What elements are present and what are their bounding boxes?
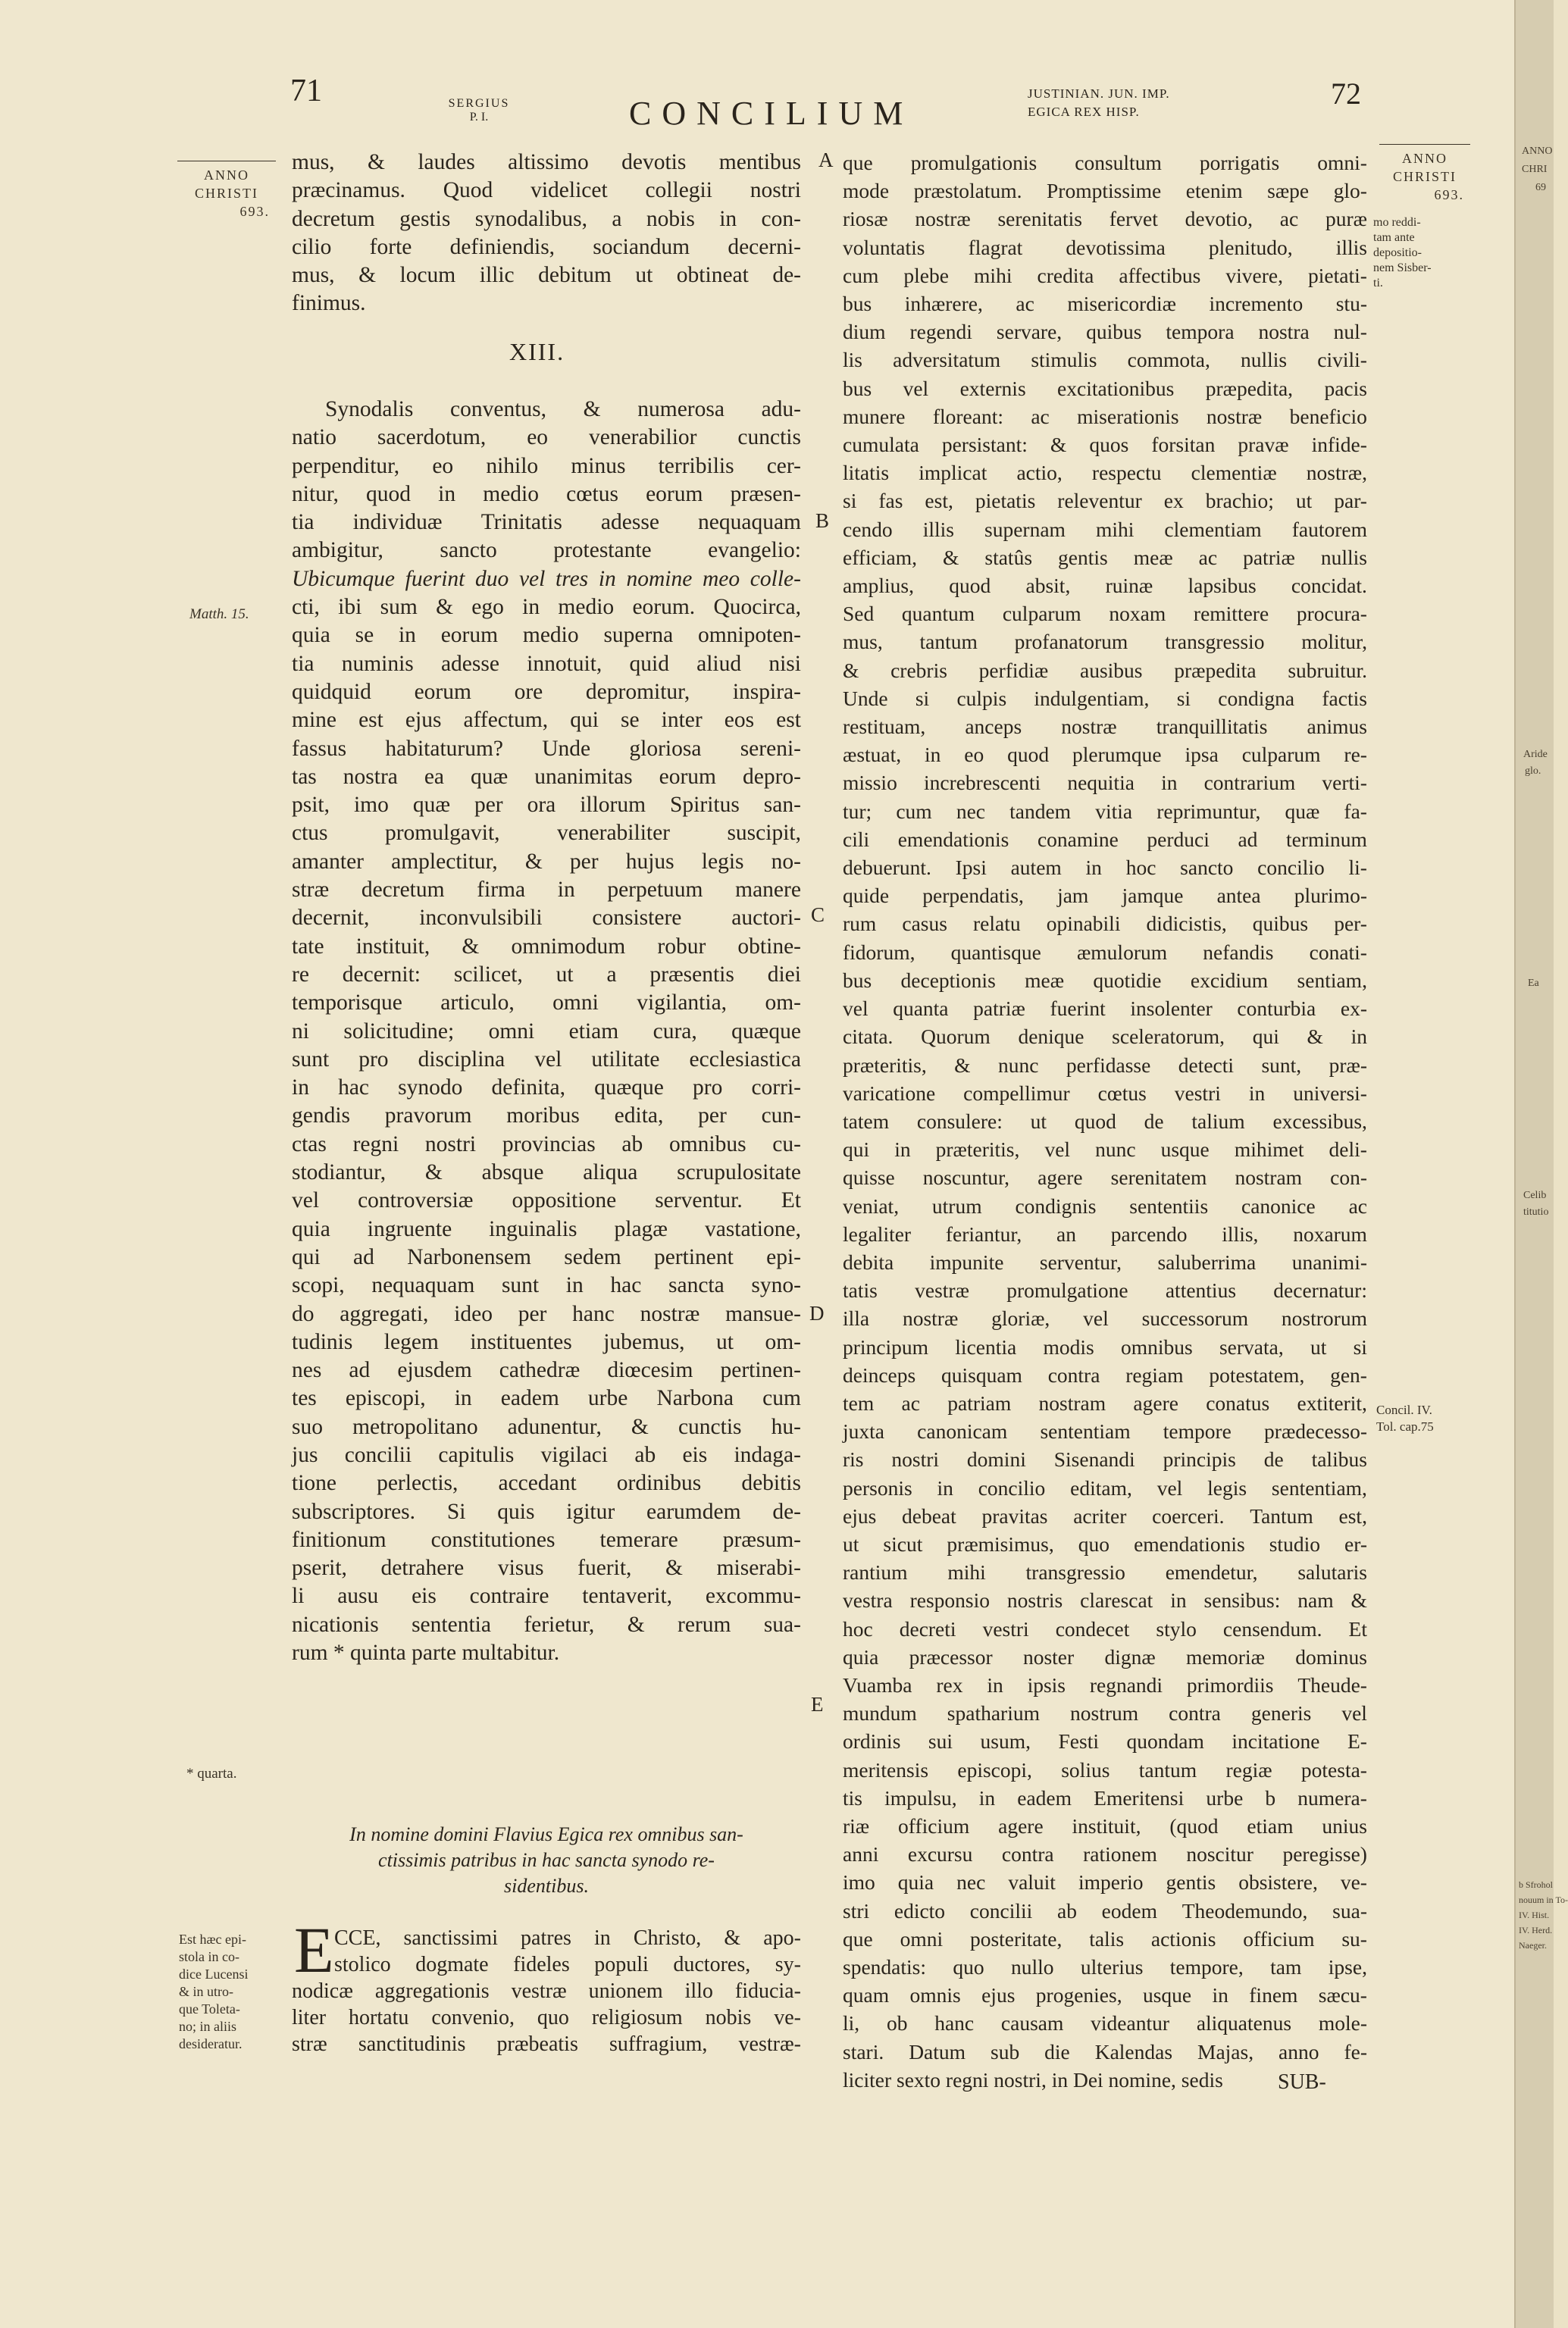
text-line: tem ac patriam nostram agere conatus extiterit, [843,1391,1367,1415]
concil-reference [1376,1402,1434,1435]
text-line: stræ decretum firma in perpetuum manere [292,878,801,903]
text-line: vestra responsio nostris clarescat in sensibus: nam & [843,1588,1367,1613]
text-line: li ausu eis contraire tentaverit, excommu- [292,1584,801,1609]
text-line: temporisque articulo, omni vigilantia, om- [292,990,801,1015]
gutter-note: Ea [1528,978,1539,989]
left-column-intro [292,149,801,318]
text-line: finitionum constitutiones temerare præsum- [292,1527,801,1552]
christi-word: CHRISTI [1392,169,1457,184]
text-line: mus, tantum profanatorum transgressio molitur, [843,630,1367,654]
section-letter-c: C [811,903,825,926]
text-line: præcinamus. Quod videlicet collegii nostri [292,178,801,203]
text-line: Unde si culpis indulgentiam, si condigna factis [843,686,1367,710]
text-line: personis in concilio editam, vel legis sententiam, [843,1475,1367,1500]
text-line: li, ob hanc causam videantur aliquatenus mole- [843,2011,1367,2035]
drop-capital: E [294,1913,334,1986]
text-line: quidquid eorum ore depromitur, inspira- [292,679,801,704]
running-emperor: JUSTINIAN. JUN. IMP. [1028,86,1170,101]
right-margin-note [1373,215,1432,291]
text-line: & crebris perfidiæ ausibus præpedita subruitur. [843,658,1367,682]
rubric-line: In nomine domini Flavius Egica rex omnibus san- [349,1823,743,1845]
left-page-number: 71 [290,74,322,108]
text-line: tione perlectis, accedant ordinibus debitis [292,1471,801,1496]
gutter-note: nouum in To- [1519,1895,1568,1905]
text-line: liciter sexto regni nostri, in Dei nomine, sedis [843,2067,1223,2092]
note-line: Concil. IV. [1376,1403,1432,1417]
note-line: que Toleta- [179,2001,240,2017]
text-line: imo quia nec valuit imperio gentis obsistere, ve- [843,1870,1367,1895]
text-line: suo metropolitano adunentur, & cunctis hu- [292,1414,801,1439]
note-line: no; in aliis [179,2019,236,2034]
text-line: citata. Quorum denique sceleratorum, qui & in [843,1025,1367,1049]
left-running-head [433,97,524,124]
anno-christi-right [1379,144,1470,204]
text-line: cumulata persistant: & quos forsitan pravæ infide- [843,433,1367,457]
text-line: sunt pro disciplina vel utilitate ecclesiastica [292,1047,801,1072]
text-line: mundum spatharium nostrum contra generis vel [843,1701,1367,1726]
right-running-head [1028,85,1170,121]
text-line: nes ad ejusdem cathedræ diœcesim pertinen- [292,1358,801,1383]
text-line: ctas regni nostri provincias ab omnibus cu- [292,1131,801,1156]
text-line: tes episcopi, in eadem urbe Narbona cum [292,1386,801,1411]
year: 693. [1434,187,1464,202]
right-page-number: 72 [1331,77,1361,111]
text-line: stri edicto concilii ab eodem Theodemundo, sua- [843,1898,1367,1923]
section-letter-d: D [809,1302,825,1325]
note-line: mo reddi- [1373,216,1421,229]
text-line: CCE, sanctissimi patres in Christo, & apo- [334,1926,801,1950]
text-line: nitur, quod in medio cœtus eorum præsen- [292,481,801,506]
text-line: do aggregati, ideo per hanc nostræ mansue- [292,1301,801,1326]
text-line: natio sacerdotum, eo venerabilior cunctis [292,425,801,450]
text-line: cum plebe mihi credita affectibus vivere, pietati- [843,263,1367,287]
gutter-note: CHRI [1522,164,1548,175]
text-line: lis adversitatum stimulis commota, nullis civili- [843,348,1367,372]
text-line: que omni posteritate, talis actionis officium su- [843,1926,1367,1951]
letter-body [292,1925,801,2057]
note-line: Tol. cap.75 [1376,1419,1434,1434]
text-line: varicatione compellimur cœtus vestri in universi- [843,1081,1367,1105]
text-line: si fas est, pietatis releventur ex brachio; ut par- [843,489,1367,513]
text-line: litatis implicat actio, respectu clementiæ nostræ, [843,461,1367,485]
text-line: cendo illis supernam mihi clementiam fautorem [843,517,1367,541]
text-line: nodicæ aggregationis vestræ unionem illo fiducia- [292,1979,801,2003]
text-line: munere floreant: ac miserationis nostræ beneficio [843,404,1367,428]
text-line: rum casus relatu opinabili didicistis, quibus per- [843,912,1367,936]
text-line: tatem consulere: ut quod de talium excessibus, [843,1109,1367,1133]
epistola-note [179,1931,248,2053]
text-line: anni excursu contra rationem noscitur peregisse) [843,1842,1367,1866]
text-line: vel controversiæ oppositione serventur. Et [292,1188,801,1213]
text-line: ris nostri domini Sisenandi principis de talibus [843,1447,1367,1472]
text-line: stræ sanctitudinis præbeatis suffragium, vestræ- [292,2032,801,2056]
text-line: quia præcessor noster dignæ memoriæ dominus [843,1644,1367,1669]
note-line: stola in co- [179,1949,239,1964]
text-line: decernit, inconvulsibili consistere auctori- [292,906,801,931]
text-line: dium regendi servare, quibus tempora nostra nul- [843,320,1367,344]
text-line: amanter amplectitur, & per hujus legis no- [292,849,801,874]
page-title: CONCILIUM [629,95,914,132]
anno-word: ANNO [1402,151,1448,166]
text-line: quia se in eorum medio superna omnipoten- [292,623,801,648]
text-line: perpenditur, eo nihilo minus terribilis cer- [292,453,801,478]
gutter-note: IV. Hist. [1519,1910,1550,1920]
running-name: SERGIUS [448,97,510,110]
text-line: jus concilii capitulis vigilaci ab eis indaga- [292,1442,801,1467]
text-line: pserit, detrahere visus fuerit, & miserabi- [292,1556,801,1581]
text-line: quide perpendatis, jam jamque antea plurimo- [843,884,1367,908]
letter-rubric [292,1822,801,1899]
text-line: Vuamba rex in ipsis regnandi primordiis Theude- [843,1672,1367,1697]
text-line: gendis pravorum moribus edita, per cun- [292,1103,801,1128]
gospel-quote-end: cti, ibi sum & ego in medio eorum. Quocirca, [292,595,801,620]
text-line: mine est ejus affectum, qui se inter eos est [292,708,801,733]
text-line: stari. Datum sub die Kalendas Majas, anno fe- [843,2039,1367,2064]
text-line: que promulgationis consultum porrigatis omni- [843,151,1367,174]
text-line: tis impulsu, in eadem Emeritensi urbe b numera- [843,1785,1367,1810]
text-line: mus, & laudes altissimo devotis mentibus [292,150,801,174]
text-line: cili emendationis conamine perduci ad terminum [843,827,1367,851]
text-line: stodiantur, & absque aliqua scrupulositate [292,1160,801,1185]
text-line: riosæ nostræ serenitatis fervet devotio, ac puræ [843,207,1367,231]
year: 693. [239,204,270,219]
text-line: legaliter feriantur, an parcendo illis, noxarum [843,1222,1367,1246]
running-pope: P. I. [469,111,489,124]
text-line: præteritis, & nunc perfidasse detecti sunt, præ- [843,1053,1367,1077]
text-line: decretum gestis synodalibus, a nobis in con- [292,206,801,231]
text-line: amplius, quod absit, ruinæ lapsibus concidat. [843,574,1367,598]
text-line: juxta canonicam sententiam tempore prædecesso- [843,1419,1367,1444]
text-line: cilio forte definiendis, sociandum decerni- [292,234,801,259]
chapter-body [292,396,801,1667]
section-letter-a: A [818,149,834,171]
text-line: fassus habitaturum? Unde gloriosa sereni- [292,736,801,761]
text-line: ctus promulgavit, venerabiliter suscipit, [292,821,801,846]
text-line: tatis vestræ promulgatione attentius decernatur: [843,1278,1367,1303]
text-line: tia numinis adesse innotuit, quid aliud nisi [292,651,801,676]
text-line: tas nostra ea quæ unanimitas eorum depro- [292,764,801,789]
text-line: voluntatis flagrat devotissima plenitudo, illis [843,235,1367,259]
text-line: subscriptores. Si quis igitur earumdem de- [292,1499,801,1524]
text-line: restituam, anceps nostræ tranquillitatis animus [843,715,1367,739]
text-line: spendatis: quo nullo ulterius tempore, tam ipse, [843,1955,1367,1979]
christi-word: CHRISTI [194,186,258,201]
note-line: depositio- [1373,246,1422,259]
text-line: bus inhærere, ac misericordiæ incremento stu- [843,292,1367,316]
rubric-line: ctissimis patribus in hac sancta synodo re- [378,1849,715,1871]
text-line: ut sicut præmisimus, quo emendationis studio er- [843,1532,1367,1556]
text-line: debuerunt. Ipsi autem in hoc sancto concilio li- [843,856,1367,880]
text-line: in hac synodo definita, quæque pro corri- [292,1075,801,1100]
text-line: mus, & locum illic debitum ut obtineat de- [292,263,801,288]
text-line: quia ingruente inguinalis plagæ vastatione, [292,1216,801,1241]
text-line: re decernit: scilicet, ut a præsentis diei [292,962,801,987]
chapter-heading: XIII. [509,338,565,365]
text-line: nicationis sententia ferietur, & rerum sua- [292,1612,801,1637]
right-column [843,149,1367,2094]
text-line: rantium mihi transgressio emendetur, salutaris [843,1560,1367,1585]
rubric-line: sidentibus. [504,1875,589,1897]
text-line: vel quanta patriæ fuerint insolenter conturbia ex- [843,997,1367,1021]
text-line: bus vel externis excitationibus præpedita, pacis [843,376,1367,400]
note-line: ti. [1373,277,1383,289]
text-line: finimus. [292,291,366,316]
text-line: fidorum, quantisque æmulorum nefandis conati- [843,940,1367,964]
anno-christi-left [177,161,276,221]
gutter-note: b Sfrohol [1519,1879,1553,1890]
gutter-note: IV. Herd. [1519,1925,1553,1935]
text-line: illa nostræ gloriæ, vel successorum nostrorum [843,1306,1367,1331]
note-line: dice Lucensi [179,1967,249,1982]
note-line: Est hæc epi- [179,1932,246,1947]
gutter-note: Aride [1523,749,1548,760]
gospel-quote: Ubicumque fuerint duo vel tres in nomine meo colle- [292,566,801,591]
note-line: tam ante [1373,231,1415,244]
text-line: veniat, utrum condignis sententiis canonice ac [843,1194,1367,1218]
text-line: tate instituit, & omnimodum robur obtine- [292,934,801,959]
text-line: bus deceptionis meæ quotidie excidium sentiam, [843,968,1367,992]
section-letter-b: B [815,509,830,532]
text-line: deinceps quisquam contra regiam potestatem, gen- [843,1363,1367,1387]
text-line: Sed quantum culparum noxam remittere procura- [843,602,1367,626]
text-line: debita impunite serventur, saluberrima unanimi- [843,1250,1367,1274]
running-king: EGICA REX HISP. [1028,105,1140,119]
text-line: æstuat, in eo quod plerumque ipsa culparum re- [843,743,1367,767]
quarta-note: * quarta. [186,1766,237,1782]
gutter-note: Celib [1523,1190,1547,1201]
gutter-note: Naeger. [1519,1940,1547,1951]
text-line: qui ad Narbonensem sedem pertinent epi- [292,1244,801,1269]
matthew-reference: Matth. 15. [189,606,249,622]
text-line: quam omnis ejus progenies, usque in finem sæcu- [843,1983,1367,2007]
note-line: & in utro- [179,1984,233,1999]
gutter-note: ANNO [1522,146,1553,157]
text-line: hoc decreti vestri condecet stylo censendum. Et [843,1616,1367,1641]
text-line: ejus debeat pravitas acriter coerceri. Tantum est, [843,1504,1367,1528]
text-line: scopi, nequaquam sunt in hac sancta syno- [292,1273,801,1298]
text-line: mode præstolatum. Promptissime etenim sæpe glo- [843,179,1367,203]
text-line: liter hortatu convenio, quo religiosum nobis ve- [292,2006,801,2029]
text-line: riæ officium agere instituit, (quod etiam unius [843,1813,1367,1838]
note-line: nem Sisber- [1373,261,1432,274]
text-line: ordinis sui usum, Festi quondam incitatione E- [843,1729,1367,1754]
catchword: SUB- [1278,2070,1326,2094]
text-line: stolico dogmate fideles populi ductores, sy- [334,1953,801,1976]
gutter-note: 69 [1535,182,1546,193]
text-line: ni solicitudine; omni etiam cura, quæque [292,1018,801,1044]
gutter-note: glo. [1525,765,1541,777]
text-line: psit, imo quæ per ora illorum Spiritus san- [292,793,801,818]
text-line: Synodalis conventus, & numerosa adu- [325,397,801,421]
text-line: missio increbrescenti nequitia in contrarium verti- [843,771,1367,795]
text-line: tudinis legem instituentes jubemus, ut om- [292,1329,801,1354]
gutter-note: titutio [1523,1206,1549,1218]
facing-page-edge [1514,0,1568,2328]
note-line: desideratur. [179,2036,243,2051]
text-line: tur; cum nec tandem vitia reprimuntur, quæ fa- [843,799,1367,823]
text-line: ambigitur, sancto protestante evangelio: [292,538,801,563]
text-line: quisse noscuntur, agere serenitatem nostram con- [843,1166,1367,1190]
text-line: meritensis episcopi, solius tantum regiæ potesta- [843,1757,1367,1782]
section-letter-e: E [811,1693,824,1716]
anno-word: ANNO [204,167,249,183]
text-line: rum * quinta parte multabitur. [292,1641,560,1666]
text-line: tia individuæ Trinitatis adesse nequaquam [292,510,801,535]
text-line: qui in præteritis, vel nunc usque mihimet deli- [843,1137,1367,1162]
text-line: principum licentia modis omnibus servata, ut si [843,1335,1367,1359]
text-line: efficiam, & statûs gentis meæ ac patriæ nullis [843,545,1367,569]
